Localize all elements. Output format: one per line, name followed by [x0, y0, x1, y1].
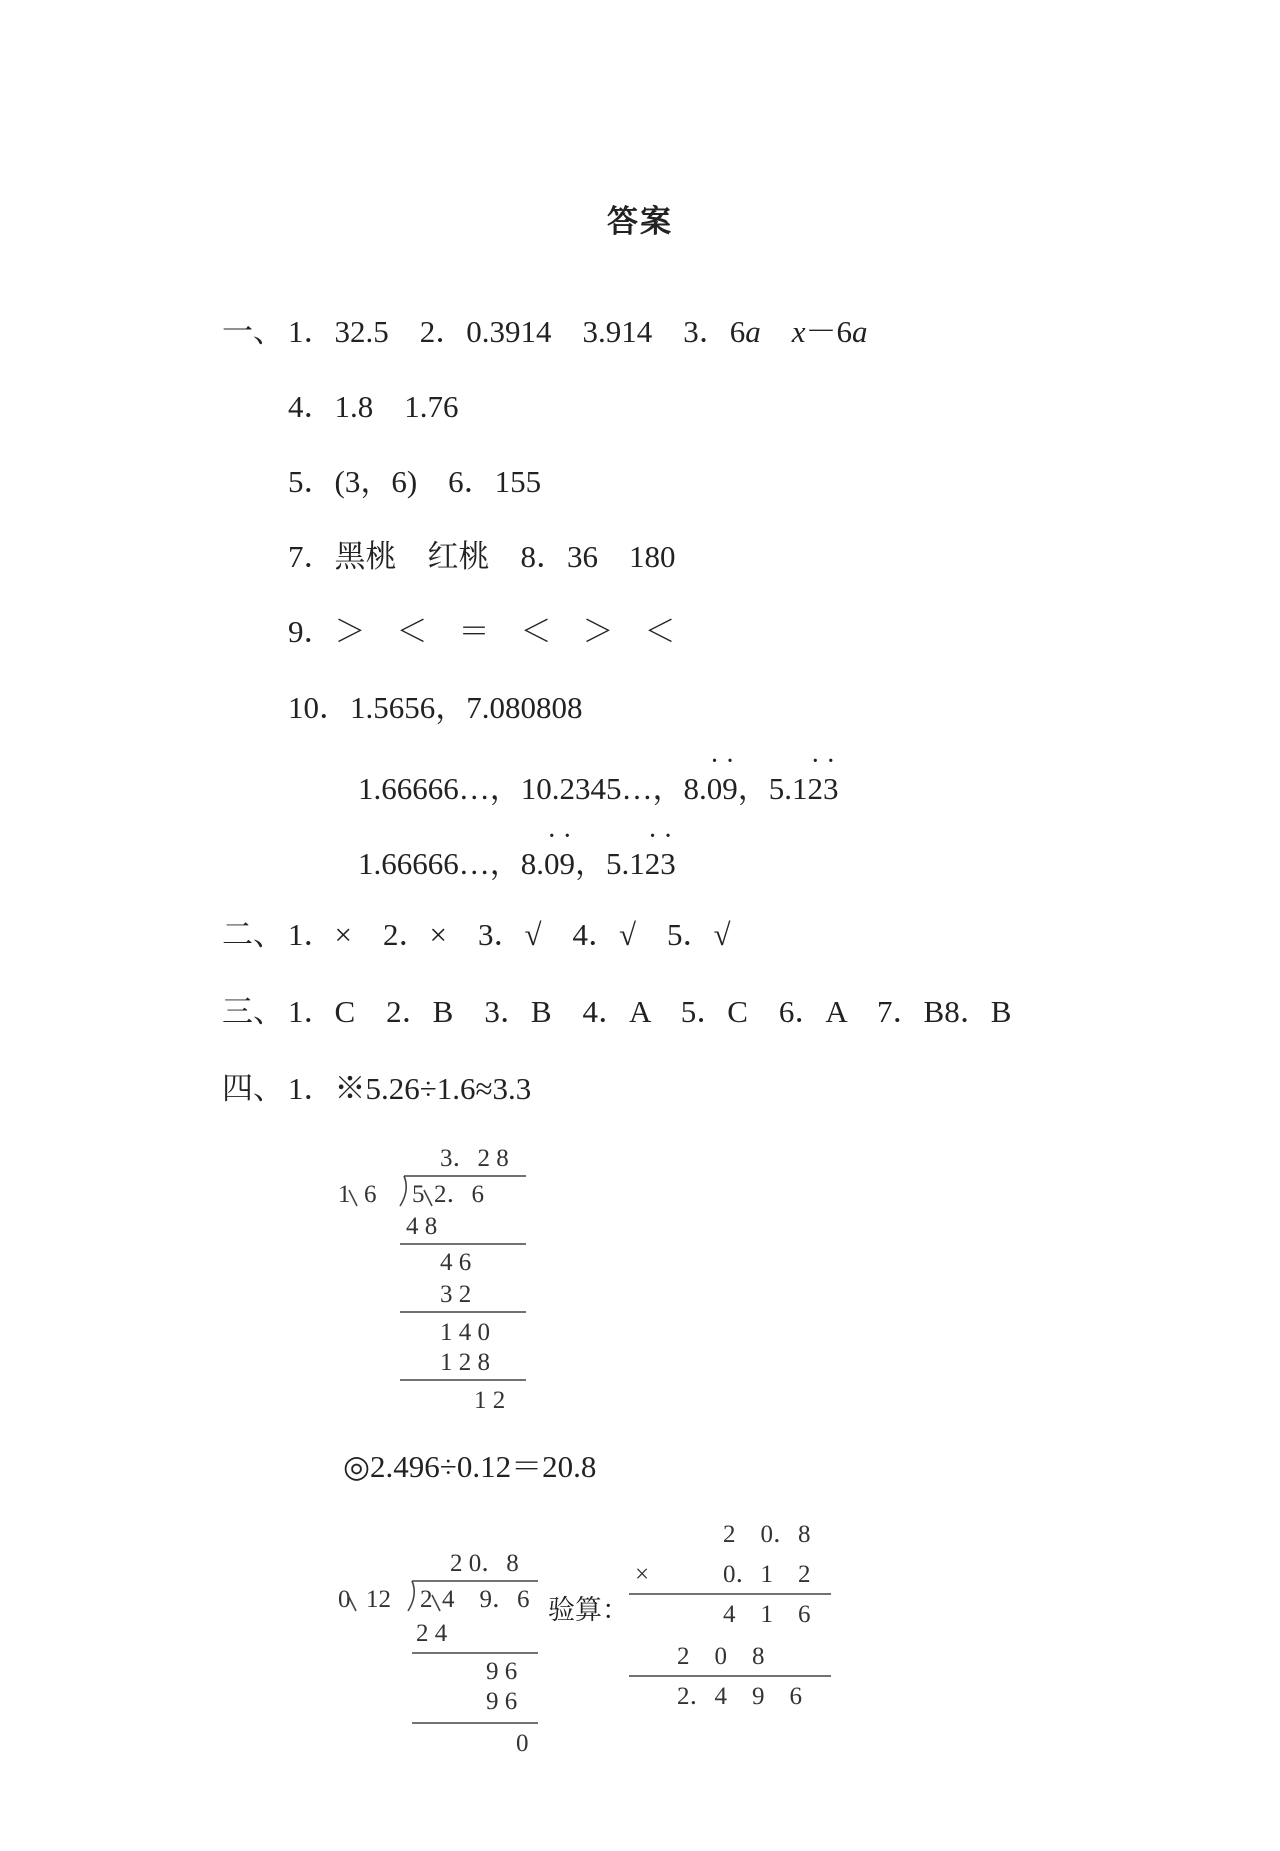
dividend: 2．6 — [434, 1181, 485, 1208]
section3-marker: 三、 — [222, 994, 284, 1030]
repeat-digit: · 2 — [808, 770, 824, 808]
repeat-digit: · 3 — [823, 770, 839, 808]
step-row: 9 6 — [486, 1688, 518, 1715]
partial-product: 4 1 6 — [723, 1601, 811, 1628]
section1-line2: 4．1.8 1.76 — [288, 389, 459, 424]
repeating-list-b: ，5.1 — [737, 771, 808, 806]
step-row: 4 6 — [440, 1249, 472, 1276]
section4-line1: 1．※5.26÷1.6≈3.3 — [288, 1071, 532, 1106]
step-row: 1 2 8 — [440, 1349, 490, 1376]
dividend: 2 — [420, 1586, 433, 1613]
times-sign: × — [635, 1561, 650, 1588]
section1-line4: 7．黑桃 红桃 8．36 180 — [288, 539, 676, 574]
answer-1: 1．32.5 — [288, 314, 389, 349]
page-title: 答案 — [607, 204, 673, 240]
long-division-2 — [330, 1545, 550, 1773]
section1-line1 — [288, 313, 868, 351]
answer-2a: 2．0.3914 — [419, 314, 552, 349]
final-product: 2．4 9 6 — [677, 1683, 803, 1710]
infinite-list-a: 1.66666…，8. — [358, 846, 544, 881]
section1-line5: 9．＞ ＜ ＝ ＜ ＞ ＜ — [288, 614, 676, 649]
decimal-shift-mark — [432, 1595, 440, 1611]
section1-line3: 5．(3，6) 6．155 — [288, 464, 542, 499]
step-row: 1 4 0 — [440, 1319, 490, 1346]
divisor: 6 — [364, 1181, 377, 1208]
minus-six: －6 — [805, 314, 853, 349]
repeat-digit: · 0 — [707, 770, 723, 808]
repeat-digit: · 2 — [645, 845, 661, 883]
divisor: 12 — [366, 1586, 391, 1613]
repeat-digit: · 3 — [660, 845, 676, 883]
verification-multiplication — [625, 1510, 855, 1728]
step-row: 3 2 — [440, 1281, 472, 1308]
decimal-shift-mark — [424, 1190, 432, 1206]
division-bracket — [408, 1581, 414, 1611]
division-bracket — [400, 1176, 406, 1206]
section1-line7 — [358, 770, 839, 808]
var-a-2: a — [852, 314, 868, 349]
repeat-digit: · 0 — [544, 845, 560, 883]
section1-marker: 一、 — [222, 314, 284, 350]
repeat-digit: · 9 — [722, 770, 738, 808]
quotient: 2 0．8 — [450, 1550, 519, 1577]
step-row: 4 8 — [406, 1213, 438, 1240]
section1-line6: 10．1.5656，7.080808 — [288, 690, 583, 725]
section2-answers: 1．× 2．× 3．√ 4．√ 5．√ — [288, 917, 731, 952]
check-label: 验算： — [548, 1595, 629, 1626]
long-division-1 — [330, 1140, 550, 1428]
quotient: 3．2 8 — [440, 1145, 509, 1172]
divisor: 0 — [338, 1586, 351, 1613]
repeating-list-a: 1.66666…，10.2345…，8. — [358, 771, 707, 806]
remainder: 1 2 — [474, 1387, 506, 1414]
dividend: 4 9．6 — [442, 1586, 530, 1613]
multiplier: 0．1 2 — [723, 1561, 811, 1588]
section2-marker: 二、 — [222, 917, 284, 953]
multiplicand: 2 0．8 — [723, 1521, 811, 1548]
repeat-digit: · 9 — [560, 845, 576, 883]
dividend: 5 — [412, 1181, 425, 1208]
partial-product: 2 0 8 — [677, 1643, 765, 1670]
answer-3a: 3．6 — [683, 314, 746, 349]
section1-line8 — [358, 845, 676, 883]
section4-line2: ◎2.496÷0.12＝20.8 — [343, 1449, 597, 1484]
answer-2b: 3.914 — [582, 314, 653, 349]
step-row: 9 6 — [486, 1658, 518, 1685]
var-x: x — [791, 314, 806, 349]
section4-marker: 四、 — [222, 1071, 284, 1107]
divisor: 1 — [338, 1181, 351, 1208]
infinite-list-b: ，5.1 — [575, 846, 645, 881]
remainder: 0 — [516, 1730, 529, 1757]
step-row: 2 4 — [416, 1620, 448, 1647]
section3-answers: 1．C 2．B 3．B 4．A 5．C 6．A 7．B8．B — [288, 994, 1012, 1029]
var-a: a — [745, 314, 761, 349]
